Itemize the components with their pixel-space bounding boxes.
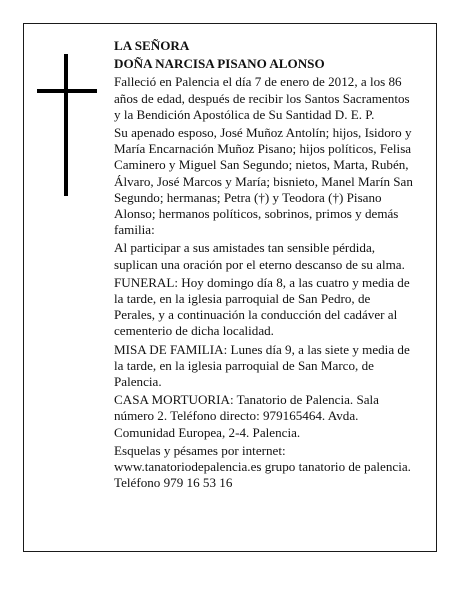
family-mass-info: MISA DE FAMILIA: Lunes día 9, a las siete y media de la tarde, en la iglesia parroquial de San Marco, de Palencia. [114, 341, 410, 390]
cross-horizontal-bar [37, 89, 97, 93]
internet-condolences: Esquelas y pésames por internet: www.tanatoriodepalencia.es grupo tanatorio de palencia. Teléfono 979 16 53 16 [114, 442, 411, 491]
death-announcement: Falleció en Palencia el día 7 de enero de 2012, a los 86 años de edad, después de recibir los Santos Sacramentos y la Bendición Apostólica de Su Santidad D. E. P. [114, 74, 410, 122]
cross-icon [37, 54, 97, 196]
funeral-info: FUNERAL: Hoy domingo día 8, a las cuatro y media de la tarde, en la iglesia parroquial de San Pedro, de Perales, y a continuación la conducción del cadáver al cementerio de dicha localidad. [114, 274, 410, 339]
notice-title: LA SEÑORA [114, 38, 190, 53]
cross-vertical-bar [64, 54, 68, 196]
family-list: Su apenado esposo, José Muñoz Antolín; hijos, Isidoro y María Encarnación Muñoz Pisano; hijos políticos, Felisa Caminero y Miguel San Segundo; nietos, Marta, Rubén, Álvaro, José Marcos y María; bisnieto, Manel Marín San Segundo; hermanas; Petra (†) y Teodora (†) Pisano Alonso; hermanos políticos, sobrinos, primos y demás familia: [114, 125, 413, 238]
deceased-name: DOÑA NARCISA PISANO ALONSO [114, 56, 325, 72]
notice-text [114, 38, 414, 493]
prayer-request: Al participar a sus amistades tan sensible pérdida, suplican una oración por el eterno descanso de su alma. [114, 240, 405, 272]
funeral-home-info: CASA MORTUORIA: Tanatorio de Palencia. Sala número 2. Teléfono directo: 979165464. Avda. Comunidad Europea, 2-4. Palencia. [114, 392, 379, 440]
